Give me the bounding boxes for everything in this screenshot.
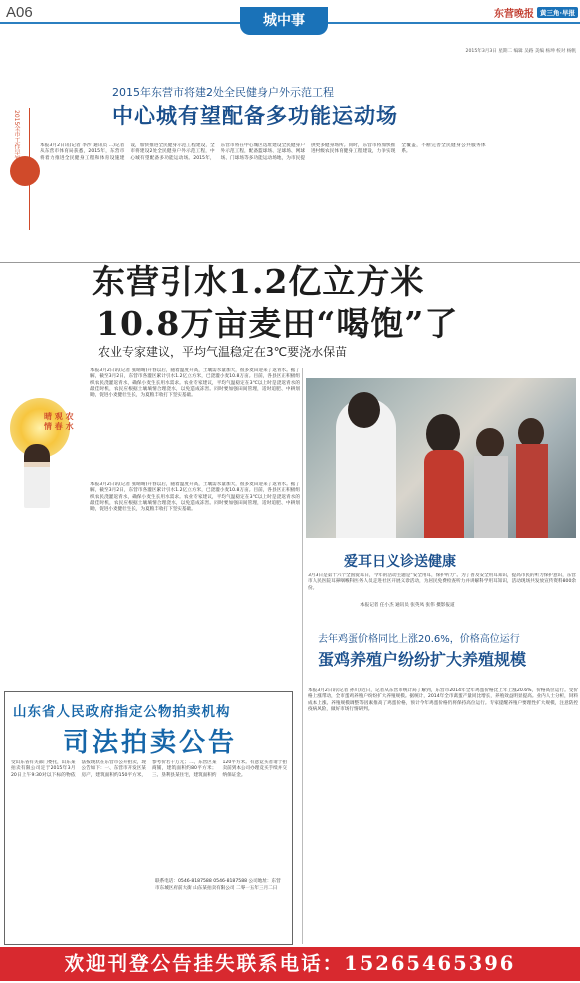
story4-kicker: 去年鸡蛋价格同比上涨20.6%，价格高位运行 — [318, 634, 520, 645]
story1-headline: 中心城有望配备多功能运动场 — [112, 104, 398, 128]
story4-body: 本报3月2日讯(记者 孙川)近日，记者从东营市统计局了解到，东营市2014年全年鸡蛋价格比上年上涨20.6%，价格高位运行。受价格上涨带动，全市蛋鸡养殖户纷纷扩大养殖规模。据统计，2014年全市禽蛋产量同比增长，养殖效益明显提高。业内人士分析，饲料成本上涨、养殖规模调整等因素推高了鸡蛋价格，预计今年鸡蛋价格仍将保持高位运行。专家提醒养殖户要理性扩大规模，注意防控疫病风险，做好市场行情研判。 — [308, 688, 578, 712]
story2-body-col1: 本报3月2日讯(记者 张晴晴)开春以后，随着温度升高，土壤需水量加大，很多麦田迎来了返青水。据了解，截至3月2日，东营市各灌区累计引水1.2亿立方米，已浇灌小麦10.8万亩。目前，各县区正积极组织农民浇灌返青水，确保小麦生长用水需求。农业专家建议，平均气温稳定在3℃以上时是浇返青水的最佳时机，农民应根据土壤墒情合理浇水，以免造成冻害。同时要加强田间管理，适时追肥、中耕划锄，促进小麦健壮生长，为夏粮丰收打下坚实基础。 — [90, 368, 300, 399]
masthead-brand — [432, 4, 578, 21]
story2-side-graphic — [4, 392, 90, 510]
notice-contact: 联系电话：0546-8187588 0546-8187588 公司地址：东营市东城区府前大街 山东某拍卖有限公司 二零一五年三月二日 — [155, 879, 281, 891]
story3-body: 3月3日是第十六个全国爱耳日，今年的活动主题是“安全用耳，保护听力”。为了普及安全用耳知识，提高市民的听力保护意识，东营市人民医院耳鼻咽喉科医务人员走进社区开展义诊活动，为居民免费检查听力并讲解科学用耳知识，活动现场共发放宣传资料800余份。 — [308, 573, 576, 591]
notice-body: 受山东省有关部门委托，山东某拍卖有限公司定于2015年3月20日上午9:30对以下标的物依法按现状在东营市公开拍卖，现公告如下：一、东营市开发区某房产，建筑面积约150平方米，参考价若干万元；二、东营区某商铺，建筑面积约80平方米；三、垦利县某住宅，建筑面积约120平方米。有意竞买者请于拍卖前到本公司办理竞买手续并交纳保证金。 — [11, 760, 287, 778]
story3-byline: 本报记者 任小杰 通讯员 张英凤 张伟 摄影报道 — [360, 603, 455, 608]
notice-org-title: 山东省人民政府指定公物拍卖机构 — [13, 704, 231, 720]
story1-kicker: 2015年东营市将建2处全民健身户外示范工程 — [112, 86, 334, 99]
story2-headline-line1: 东营引水1.2亿立方米 — [92, 262, 425, 301]
section-tab[interactable]: 城中事 — [240, 7, 328, 35]
column-divider — [302, 368, 303, 944]
brand-logo: 东营晚报 — [494, 9, 535, 20]
story2-headline-line2: 10.8万亩麦田“喝饱”了 — [96, 304, 459, 343]
story1-side-tag — [4, 108, 34, 230]
reporter-photo — [24, 444, 50, 508]
story2-side-label: 晴 观 农 情 春 水 — [44, 412, 74, 431]
dateline: 2015年3月3日 星期二 编辑 吴路 美编 杨坤 校对 杨帆 — [465, 49, 576, 54]
ad-band[interactable]: 欢迎刊登公告挂失联系电话：15265465396 — [0, 947, 580, 981]
story2-subhead: 农业专家建议，平均气温稳定在3℃要浇水保苗 — [98, 345, 348, 359]
brand-badge: 黄三角·早报 — [537, 7, 578, 18]
ear-clinic-photo — [306, 378, 576, 538]
page-number: A06 — [6, 4, 33, 21]
story2-body-col1-cont: 本报3月2日讯(记者 张晴晴)开春以后，随着温度升高，土壤需水量加大，很多麦田迎来了返青水。据了解，截至3月2日，东营市各灌区累计引水1.2亿立方米，已浇灌小麦10.8万亩。目前，各县区正积极组织农民浇灌返青水，确保小麦生长用水需求。农业专家建议，平均气温稳定在3℃以上时是浇返青水的最佳时机，农民应根据土壤墒情合理浇水，以免造成冻害。同时要加强田间管理，适时追肥、中耕划锄，促进小麦健壮生长，为夏粮丰收打下坚实基础。 — [90, 482, 300, 513]
story3-headline: 爱耳日义诊送健康 — [344, 554, 456, 570]
notice-main-title: 司法拍卖公告 — [62, 728, 237, 758]
story1-body: 本报3月2日讯(记者 李沙 通讯员 ...)记者从东营市体育局获悉，2015年，东营市将着力推进全民健身工程和体育设施建设，加快推进全民健身示范工程建设，全市将建设2处全民健身户外示范工程，中心城有望配备多功能运动场。2015年，东营市将在中心城区选址建设全民健身户外示范工程，配备篮球场、足球场、网球场、门球场等多功能运动场地，为市民提供更多健身场所。同时，东营市将加快推进村级农民体育健身工程建设，力争实现全覆盖，不断完善全民健身公共服务体系。 — [40, 143, 486, 161]
auction-notice — [4, 691, 293, 945]
story1-side-label: 2015全市工作早知道 — [13, 110, 20, 168]
story4-headline: 蛋鸡养殖户纷纷扩大养殖规模 — [318, 650, 527, 669]
